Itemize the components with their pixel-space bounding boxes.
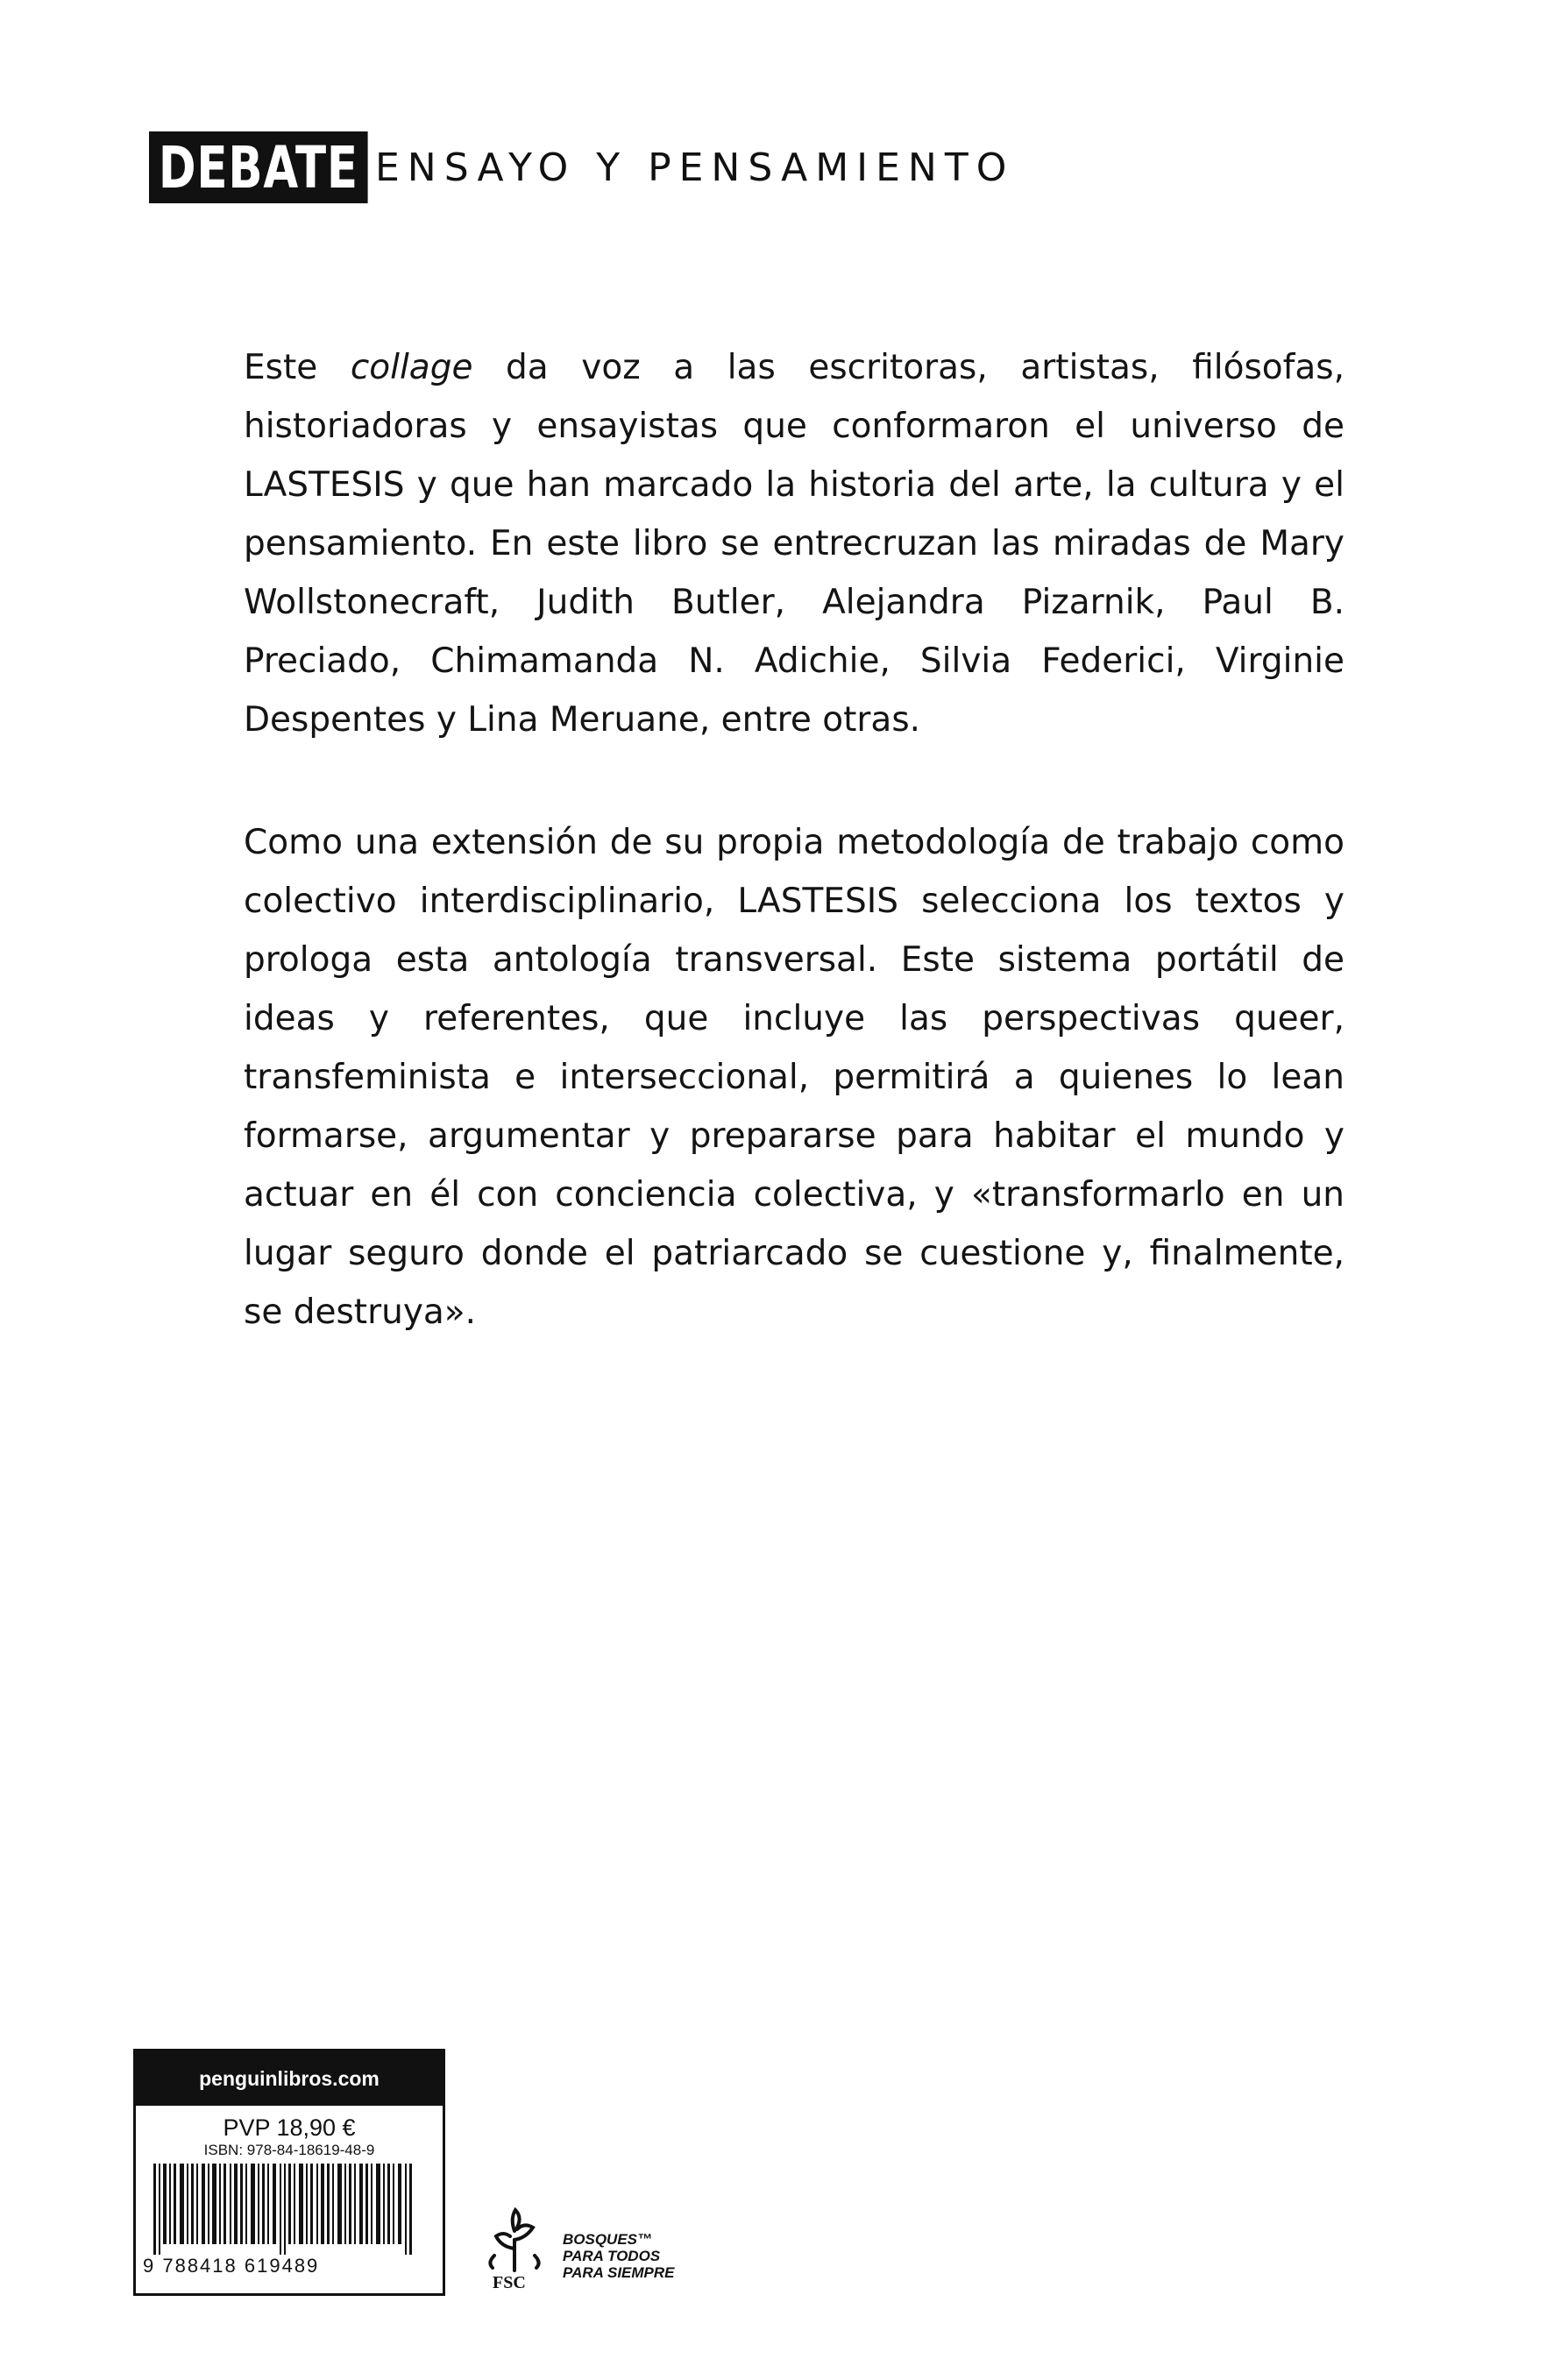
price-barcode-box [133, 2049, 445, 2296]
publisher-website: penguinlibros.com [136, 2051, 443, 2106]
blurb-paragraph-2: Como una extensión de su propia metodología de trabajo como colectivo interdisciplinario, LASTESIS selecciona los textos y prologa esta antología transversal. Este sistema portátil de ideas y referentes, que incluye las perspectivas queer, transfeminista e interseccional, permitirá a quienes lo lean formarse, argumentar y prepararse para habitar el mundo y actuar en él con conciencia colectiva, y «transformarlo en un lugar seguro donde el patriarcado se cuestione y, finalmente, se destruya». [244, 823, 1345, 1332]
fsc-slogan-line-1: BOSQUES™ [563, 2231, 653, 2248]
fsc-slogan [563, 2231, 675, 2281]
barcode-icon [153, 2164, 416, 2255]
blurb-paragraph-1-lead: Este [244, 348, 351, 387]
fsc-tree-icon [484, 2205, 545, 2275]
collection-header [149, 131, 1015, 203]
isbn-label: ISBN: 978-84-18619-48-9 [203, 2142, 375, 2158]
publisher-logo: DEBATE [149, 131, 368, 203]
barcode-number: 9 788418 619489 [143, 2255, 320, 2277]
fsc-logo [484, 2205, 720, 2301]
fsc-label: FSC [493, 2273, 526, 2292]
collection-name: ENSAYO Y PENSAMIENTO [375, 145, 1015, 190]
fsc-slogan-line-2: PARA TODOS [563, 2248, 661, 2264]
price-label: PVP 18,90 € [223, 2114, 356, 2141]
fsc-slogan-line-3: PARA SIEMPRE [563, 2264, 675, 2281]
blurb-paragraph-1-italic: collage [350, 348, 473, 387]
blurb-paragraph-1-rest: da voz a las escritoras, artistas, filósofas, historiadoras y ensayistas que conformaron el universo de LASTESIS y que han marcado la historia del arte, la cultura y el pensamiento. En este libro se entrecruzan las miradas de Mary Wollstonecraft, Judith Butler, Alejandra Pizarnik, Paul B. Preciado, Chimamanda N. Adichie, Silvia Federici, Virginie Despentes y Lina Meruane, entre otras. [244, 348, 1345, 740]
blurb-paragraph-1 [244, 338, 1345, 749]
